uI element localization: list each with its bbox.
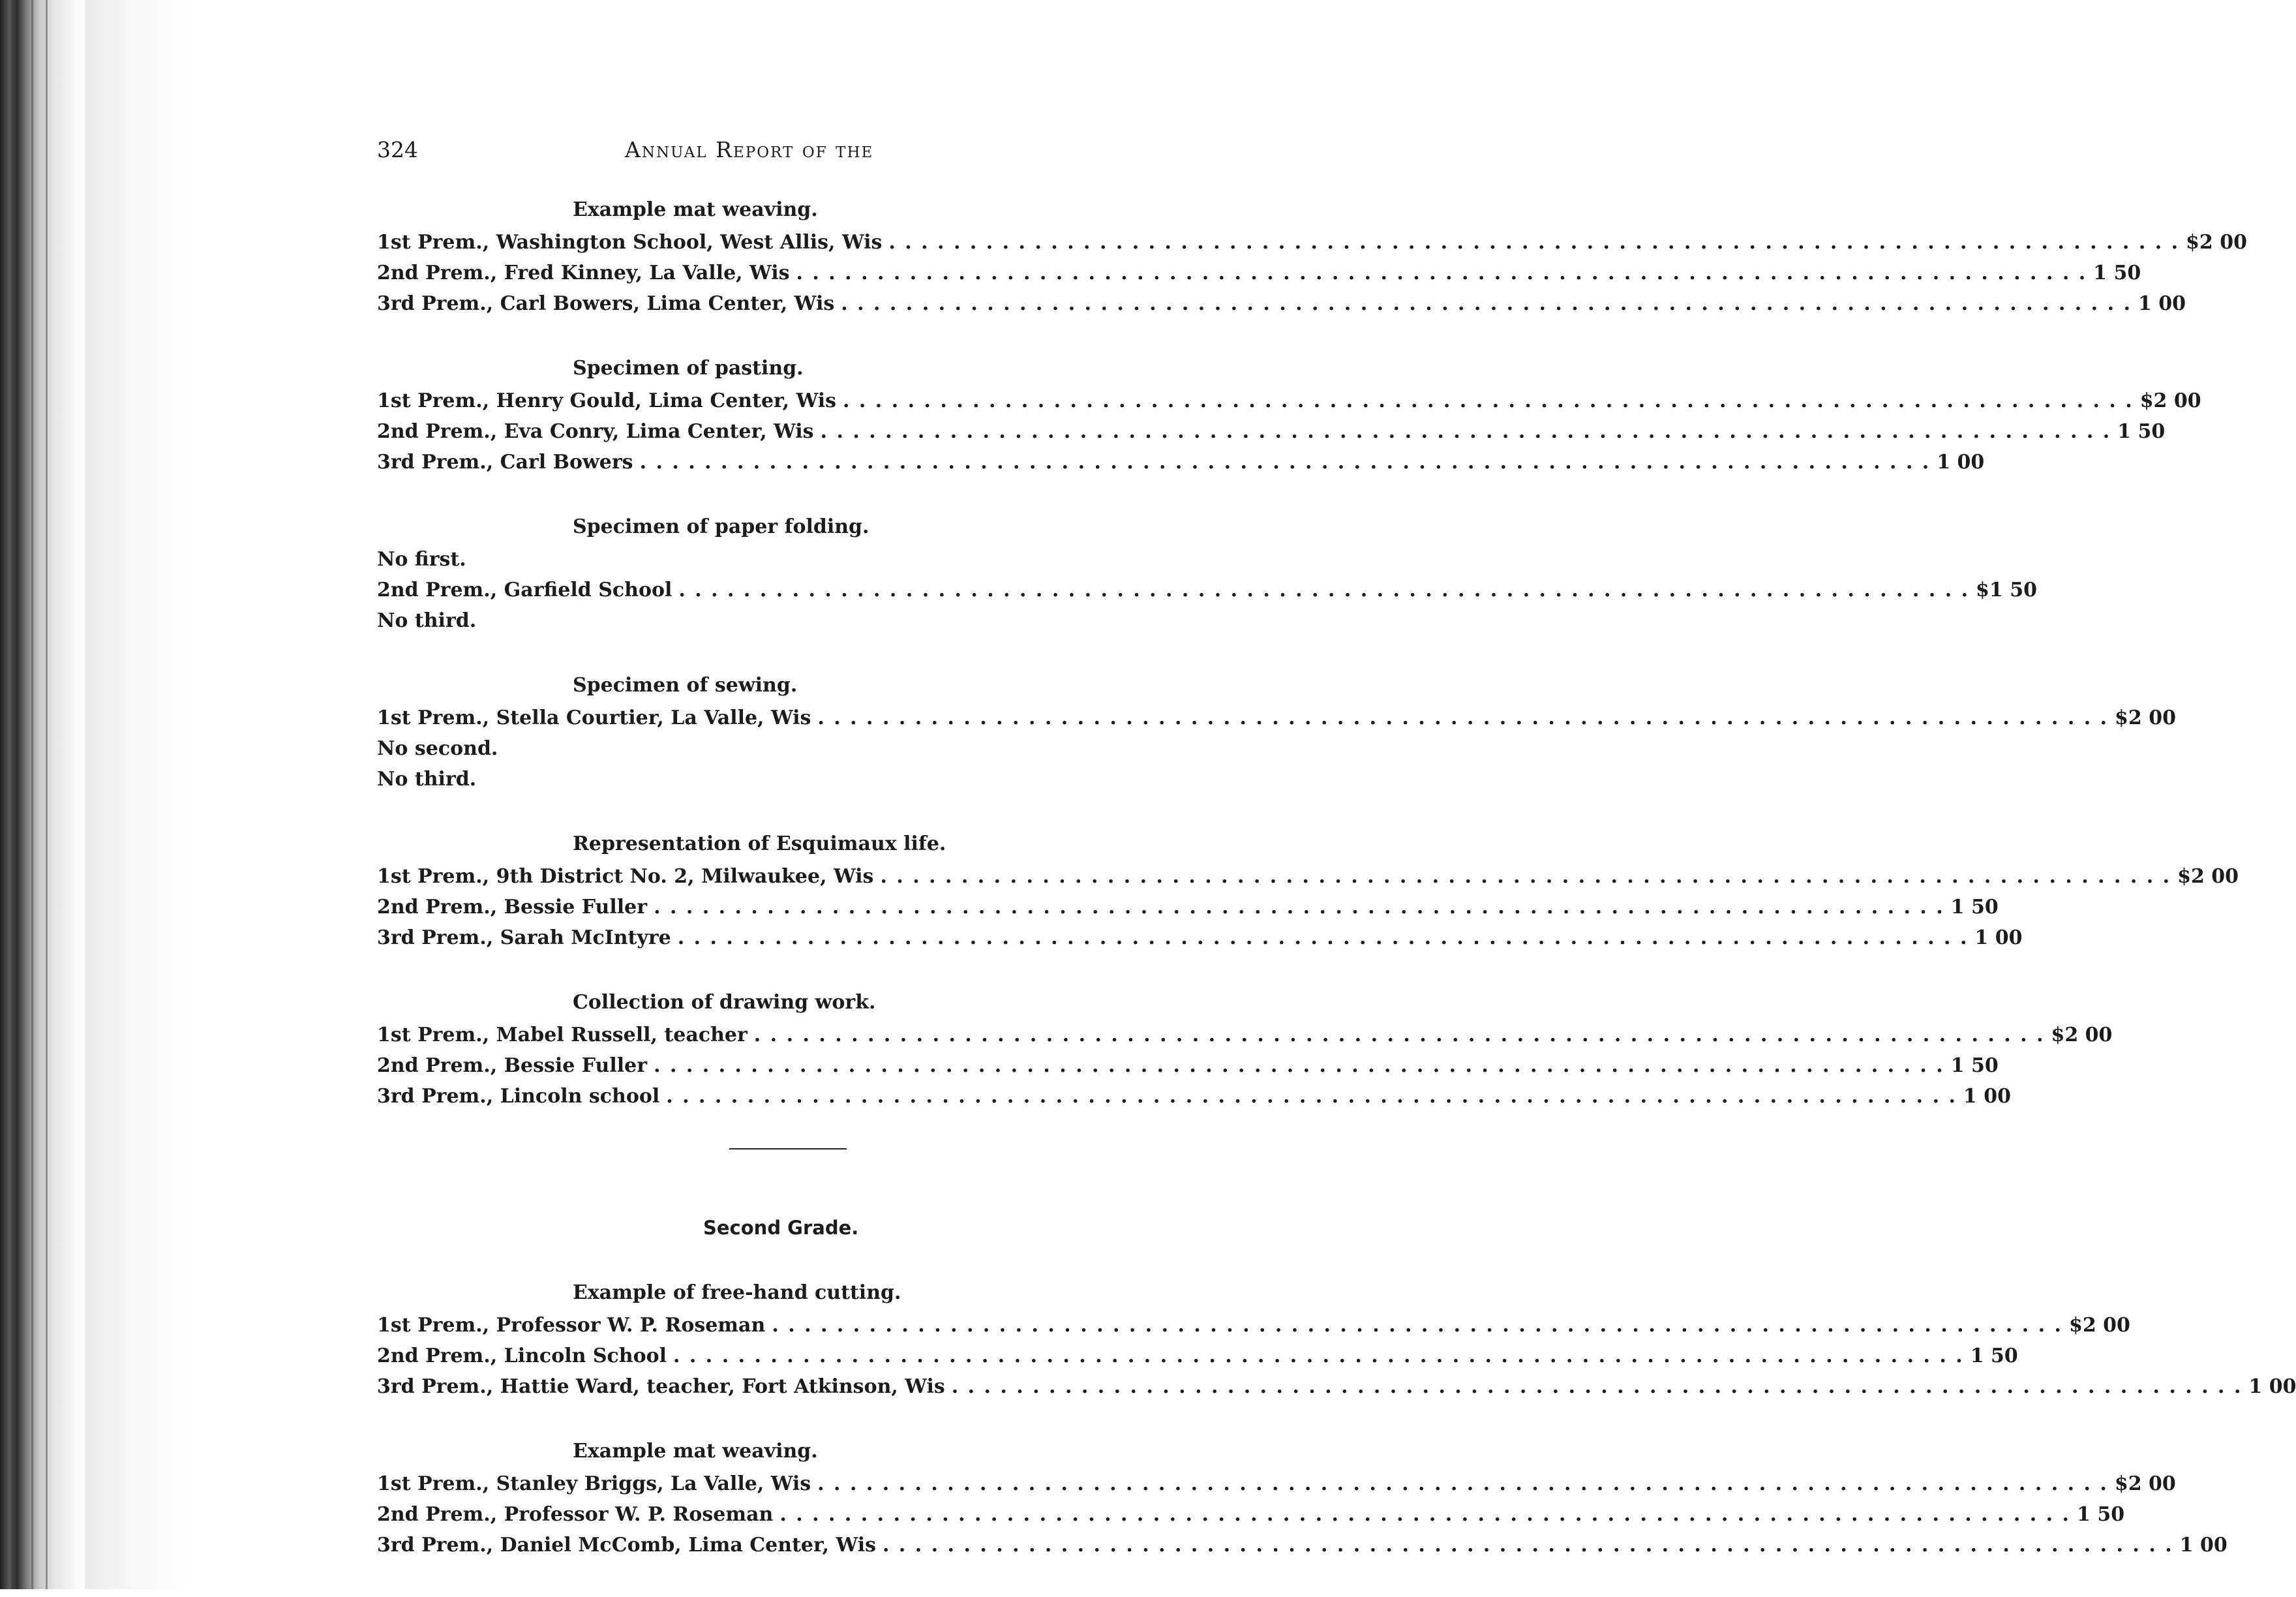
section-title: Representation of Esquimaux life. xyxy=(573,832,946,855)
dot-leader xyxy=(841,288,2132,319)
entry-amount: 1 00 xyxy=(1974,926,2023,949)
entry-label: No second. xyxy=(377,737,498,760)
entry-label: No third. xyxy=(377,609,477,632)
premium-section xyxy=(377,990,2113,1112)
dot-leader xyxy=(821,416,2111,447)
entry-amount: 1 50 xyxy=(1950,1054,1999,1077)
dot-leader xyxy=(754,1020,2045,1050)
entry-amount: 1 50 xyxy=(1970,1345,2018,1367)
entry-label: 2nd Prem., Garfield School xyxy=(377,579,672,601)
entry-label: 3rd Prem., Daniel McComb, Lima Center, Wis xyxy=(377,1534,876,1557)
entry-label: 1st Prem., Mabel Russell, teacher xyxy=(377,1024,748,1046)
premium-entry xyxy=(377,1468,2176,1499)
entry-amount: $2 00 xyxy=(2186,231,2247,254)
entry-amount: 1 50 xyxy=(1950,896,1999,919)
dot-leader xyxy=(673,1341,1964,1371)
section-title: Example mat weaving. xyxy=(573,1440,818,1463)
section-title: Collection of drawing work. xyxy=(573,991,876,1014)
premium-entry xyxy=(377,1020,2113,1050)
entry-amount: $2 00 xyxy=(2139,389,2201,412)
entry-label: 1st Prem., Stella Courtier, La Valle, Wis xyxy=(377,707,811,729)
entry-label: 2nd Prem., Professor W. P. Roseman xyxy=(377,1503,774,1526)
entry-label: 3rd Prem., Lincoln school xyxy=(377,1085,660,1108)
entry-label: 3rd Prem., Hattie Ward, teacher, Fort Atkinson, Wis xyxy=(377,1375,945,1398)
entry-label: 2nd Prem., Eva Conry, Lima Center, Wis xyxy=(377,420,814,443)
premium-entry xyxy=(377,416,2166,447)
entry-label: 1st Prem., Professor W. P. Roseman xyxy=(377,1314,766,1337)
dot-leader xyxy=(880,861,2171,892)
dot-leader xyxy=(796,258,2087,288)
premium-entry xyxy=(377,1341,2018,1371)
entry-label: 2nd Prem., Bessie Fuller xyxy=(377,896,648,919)
entry-label: 2nd Prem., Lincoln School xyxy=(377,1345,667,1367)
dot-leader xyxy=(678,575,1969,605)
premium-entry xyxy=(377,1081,2011,1112)
premium-entry xyxy=(377,892,1999,922)
premium-section xyxy=(377,831,2239,953)
entry-amount: 1 00 xyxy=(2248,1375,2296,1398)
premium-section xyxy=(377,1438,2228,1560)
entry-label: 3rd Prem., Carl Bowers, Lima Center, Wis xyxy=(377,292,835,315)
premium-entry xyxy=(377,733,1192,764)
premium-entry xyxy=(377,1530,2228,1560)
dot-leader xyxy=(817,1468,2108,1499)
entry-amount: 1 00 xyxy=(1937,451,1985,474)
section-title: Example mat weaving. xyxy=(573,198,818,221)
entry-label: 1st Prem., Henry Gould, Lima Center, Wis xyxy=(377,389,837,412)
entry-amount: $2 00 xyxy=(2114,1472,2176,1495)
section-divider-rule xyxy=(729,1148,847,1149)
premium-entry xyxy=(377,386,2201,416)
entry-amount: 1 00 xyxy=(2179,1534,2228,1557)
entry-label: 3rd Prem., Sarah McIntyre xyxy=(377,926,671,949)
section-title: Specimen of paper folding. xyxy=(573,515,869,538)
premium-entry xyxy=(377,703,2176,733)
premium-entry xyxy=(377,764,1192,795)
entry-label: 2nd Prem., Bessie Fuller xyxy=(377,1054,648,1077)
entry-amount: $2 00 xyxy=(2051,1024,2113,1046)
book-binding-edge xyxy=(0,0,85,1589)
premium-entry xyxy=(377,575,2037,605)
premium-entry xyxy=(377,1371,2296,1402)
premium-entry xyxy=(377,861,2239,892)
dot-leader xyxy=(817,703,2108,733)
entry-amount: 1 50 xyxy=(2117,420,2166,443)
dot-leader xyxy=(666,1081,1957,1112)
premium-entry xyxy=(377,258,2141,288)
page-number: 324 xyxy=(377,137,418,162)
premium-entry xyxy=(377,1050,1999,1081)
running-title: Annual Report of the xyxy=(625,137,874,162)
dot-leader xyxy=(843,386,2134,416)
entry-amount: 1 00 xyxy=(2137,292,2186,315)
dot-leader xyxy=(779,1499,2070,1530)
premium-entry xyxy=(377,1310,2130,1341)
entry-label: 1st Prem., Washington School, West Allis, Wis xyxy=(377,231,883,254)
premium-section xyxy=(377,1280,2296,1402)
dot-leader xyxy=(640,447,1931,478)
entry-amount: $1 50 xyxy=(1976,579,2037,601)
premium-entry xyxy=(377,1499,2125,1530)
section-title: Specimen of pasting. xyxy=(573,357,804,380)
dot-leader xyxy=(888,227,2179,258)
entry-label: No first. xyxy=(377,548,466,571)
premium-section xyxy=(377,356,2201,478)
entry-amount: $2 00 xyxy=(2068,1314,2130,1337)
entry-label: 1st Prem., Stanley Briggs, La Valle, Wis xyxy=(377,1472,811,1495)
section-title: Specimen of sewing. xyxy=(573,674,798,697)
dot-leader xyxy=(883,1530,2173,1560)
entry-amount: $2 00 xyxy=(2115,707,2176,729)
document-page xyxy=(85,0,2296,1589)
premium-entry xyxy=(377,288,2186,319)
premium-entry xyxy=(377,922,2023,953)
entry-amount: 1 50 xyxy=(2077,1503,2125,1526)
premium-sections-second-grade xyxy=(377,1280,2296,1560)
entry-amount: 1 50 xyxy=(2093,262,2141,284)
premium-section xyxy=(377,197,2247,319)
premium-entry xyxy=(377,605,1192,636)
premium-entry xyxy=(377,447,1985,478)
entry-label: 2nd Prem., Fred Kinney, La Valle, Wis xyxy=(377,262,790,284)
entry-label: No third. xyxy=(377,768,477,791)
premium-section xyxy=(377,673,2176,795)
premium-sections-first-grade xyxy=(377,197,2247,1112)
page-content xyxy=(377,137,2296,1597)
dot-leader xyxy=(654,1050,1944,1081)
entry-amount: $2 00 xyxy=(2177,865,2239,888)
entry-label: 1st Prem., 9th District No. 2, Milwaukee, Wis xyxy=(377,865,874,888)
dot-leader xyxy=(654,892,1944,922)
grade-heading: Second Grade. xyxy=(703,1217,859,1239)
dot-leader xyxy=(678,922,1969,953)
dot-leader xyxy=(952,1371,2243,1402)
entry-amount: 1 00 xyxy=(1963,1085,2011,1108)
section-title: Example of free-hand cutting. xyxy=(573,1281,901,1304)
page-header xyxy=(377,137,1192,170)
dot-leader xyxy=(772,1310,2062,1341)
entry-label: 3rd Prem., Carl Bowers xyxy=(377,451,633,474)
premium-section xyxy=(377,514,2037,636)
premium-entry xyxy=(377,544,1192,575)
premium-entry xyxy=(377,227,2247,258)
